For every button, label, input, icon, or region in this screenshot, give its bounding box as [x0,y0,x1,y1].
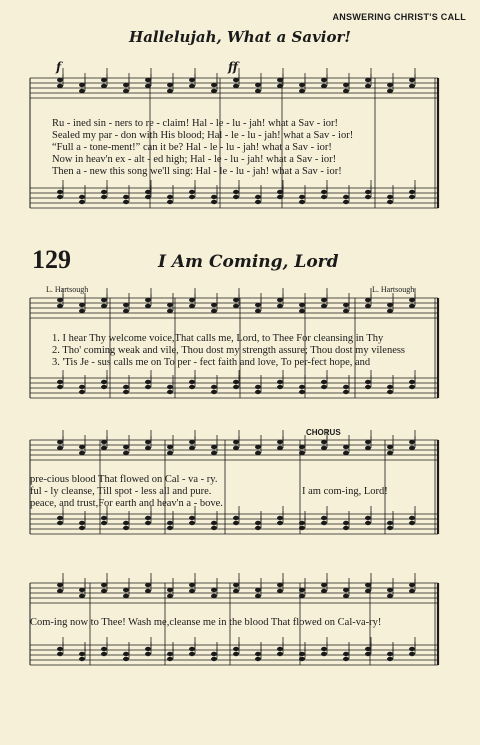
chorus-start-lyric: I am com-ing, Lord! [302,486,388,497]
dynamic-fortissimo: ff [228,60,238,74]
hymn2-s1-verse-1: 1. I hear Thy welcome voice,That calls me, Lord, to Thee For cleansing in Thy [52,333,384,344]
hymn2-title: I Am Coming, Lord [158,252,339,272]
hymn2-s2-verse-2: ful - ly cleanse, Till spot - less all and pure. [30,486,212,497]
hymn1-verse-5: Then a - new this song we'll sing: Hal - le - lu - jah! what a Sav - ior! [52,166,342,177]
chorus-label: CHORUS [306,428,341,437]
hymn2-s1-verse-2: 2. Tho' coming weak and vile, Thou dost my strength assure; Thou dost my vileness [52,345,406,356]
hymn1-verse-2: Sealed my par - don with His blood; Hal - le - lu - jah! what a Sav - ior! [52,130,354,141]
hymn1-verse-3: “Full a - tone-ment!” can it be? Hal - le - lu - jah! what a Sav - ior! [52,142,332,153]
words-credit: L. Hartsough [46,285,89,294]
hymn1-verse-1: Ru - ined sin - ners to re - claim! Hal - le - lu - jah! what a Sav - ior! [52,118,339,129]
hymn2-s3-lyric: Com-ing now to Thee! Wash me,cleanse me in the blood That flowed on Cal-va-ry! [30,617,382,628]
dynamic-forte: f [56,60,62,74]
hymn1-title: Hallelujah, What a Savior! [129,28,351,46]
hymn2-s2-verse-1: pre-cious blood That flowed on Cal - va - ry. [30,474,218,485]
hymn2-s1-verse-3: 3. 'Tis Je - sus calls me on To per - fect faith and love, To per-fect hope, and [52,357,371,368]
section-header: ANSWERING CHRIST'S CALL [332,12,466,22]
hymn2-s2-verse-3: peace, and trust,For earth and heav'n a - bove. [30,498,223,509]
hymn-number: 129 [32,245,71,274]
music-credit: L. Hartsough [372,285,415,294]
hymn1-verse-4: Now in heav'n ex - alt - ed high; Hal - le - lu - jah! what a Sav - ior! [52,154,337,165]
